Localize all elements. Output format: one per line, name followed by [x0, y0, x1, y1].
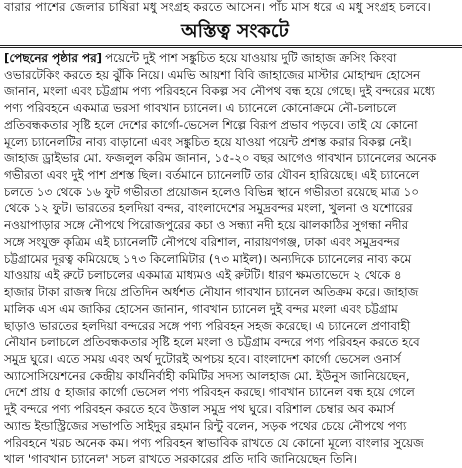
body-line: মূল্যে চ্যানেলটির নাব্য বাড়ানো এবং সঙ্কুচিত হয়ে যাওয়া পয়েন্ট প্রশস্ত করার বিকল্প নেই। — [4, 134, 412, 149]
body-line: ছাড়াও ভারতের হলদিয়া বন্দরের সঙ্গে পণ্য পরিবহন সহজ করেছে। এ চ্যানেলে প্রণাবাহী — [4, 318, 411, 333]
body-line: [পেছনের পৃষ্ঠার পর] পয়েন্টে দুই পাশ সঙ্কুচিত হয়ে যাওয়ায় দুটি জাহাজ ক্রসিং কিংবা — [4, 51, 397, 65]
body-line: দেশে প্রায় ৫ হাজার কার্গো ভেসেল পণ্য পরিবহন করছে। গাবখান চ্যানেল বন্ধ হয়ে গেলে — [4, 385, 415, 400]
body-line: নৌযান চলাচলে প্রতিবন্ধকতার সৃষ্টি হলে মংলা ও চট্টগ্রাম বন্দরে পণ্য পরিবহন করতে হবে — [4, 335, 420, 350]
body-line: ওভারটেকিং করতে হয় ঝুঁকি নিয়ে। এমভি আয়শা বিবি জাহাজের মাস্টার মোহাম্মদ হোসেন — [4, 67, 421, 82]
body-line: অ্যান্ড ইন্ডাস্ট্রিজের সভাপতি সাইদুর রহমান রিন্টু বলেন, সড়ক পথের চেয়ে নৌপথে পণ্য — [4, 418, 407, 433]
body-line: গভীরতা এবং দুই পাশ প্রশস্ত ছিল। বর্তমানে চ্যানেলটি তার যৌবন হারিয়েছে। এই চ্যানেলে — [4, 168, 420, 183]
body-line: পরিবহনে খরচ অনেক কম। পণ্য পরিবহন স্বাভাবিক রাখতে যে কোনো মূল্যে বাংলার সুয়েজ — [4, 435, 424, 450]
body-line: চট্টগ্রামের দূরত্ব কমিয়েছে ১৭৩ কিলোমিটার (৭৩ মাইল)। অন্যদিকে চ্যানেলের নাব্য কমে — [4, 251, 412, 266]
article-headline: অস্তিত্ব সংকটে — [181, 20, 289, 42]
body-line: জাহাজ ড্রাইভার মো. ফজলুল করিম জানান, ১৫-২০ বছর আগেও গাবখান চ্যানেলের অনেক — [4, 151, 437, 166]
headline-rule-bottom — [0, 47, 462, 48]
body-line: থেকে ১২ ফুট। ভারতের হলদিয়া বন্দর, বাংলাদেশের সমুদ্রবন্দর মংলা, খুলনা ও যশোরের — [4, 201, 413, 216]
body-line: মালিক এস এম জাকির হোসেন জানান, গাবখান চ্যানেল দুই বন্দর মংলা এবং চট্টগ্রাম — [4, 301, 398, 316]
body-line: যাওয়ায় এই রুটে চলাচলের একমাত্র মাধ্যমও এই রুটটি। ধারণ ক্ষমতাভেদে ২ থেকে ৪ — [4, 268, 402, 283]
body-line: খাল 'গাবখান চ্যানেল' সচল রাখতে সরকারের প্রতি দাবি জানিয়েছেন তিনি। — [4, 452, 358, 467]
headline-rule-top — [0, 45, 462, 46]
body-line: প্রতিবন্ধকতার সৃষ্টি হলে দেশের কার্গো-ভেসেল শিল্পে বিরূপ প্রভাব পড়বে। তাই যে কোনো — [4, 117, 418, 132]
body-line: পণ্য পরিবহনে একমাত্র ভরসা গাবখান চ্যানেল। এ চ্যানেলে কোনোক্রমে নৌ-চলাচলে — [4, 101, 397, 116]
previous-article-last-line: বারার পাশের জেলার চাষিরা মধু সংগ্রহ করতে আসেন। পাঁচ মাস ধরে এ মধু সংগ্রহ চলবে। — [4, 0, 431, 14]
body-line: নওয়াপাড়ার সঙ্গে নৌপথে পিরোজপুরের কচা ও সন্ধ্যা নদী হয়ে ঝালকাঠির সুগন্ধা নদীর — [4, 218, 409, 233]
article-body — [4, 50, 459, 468]
body-line: দুই বন্দরে পণ্য পরিবহন করতে হবে উত্তাল সমুদ্র পথ ঘুরে। বরিশাল চেম্বার অব কমার্স — [4, 402, 395, 417]
body-line: চলতে ১৩ থেকে ১৬ ফুট গভীরতা প্রয়োজন হলেও বিভিন্ন স্থানে গভীরতা রয়েছে মাত্র ১০ — [4, 184, 420, 199]
body-line: হাজার টাকা রাজস্ব দিয়ে প্রতিদিন অর্ধশত নৌযান গাবখান চ্যানেল অতিক্রম করে। জাহাজ — [4, 285, 419, 300]
body-line: সমুদ্র ঘুরে। এতে সময় এবং অর্থ দুটোরই অপচয় হবে। বাংলাদেশ কার্গো ভেসেল ওনার্স — [4, 351, 401, 366]
body-line: সঙ্গে সংযুক্ত কৃত্রিম এই চ্যানেলটি নৌপথে বরিশাল, নারায়ণগঞ্জ, ঢাকা এবং সমুদ্রবন্দর — [4, 234, 400, 249]
body-line: অ্যাসোসিয়েশনের কেন্দ্রীয় কার্যনির্বাহী কমিটির সদস্য আলহাজ মো. ইউনুস জানিয়েছেন, — [4, 368, 410, 383]
body-line: জানান, মংলা এবং চট্টগ্রাম পণ্য পরিবহনে বিকল্প সব নৌপথ বন্ধ হয়ে গেছে। দুই বন্দরের মধ্যে — [4, 84, 435, 99]
continuation-marker: [পেছনের পৃষ্ঠার পর] — [4, 51, 103, 65]
